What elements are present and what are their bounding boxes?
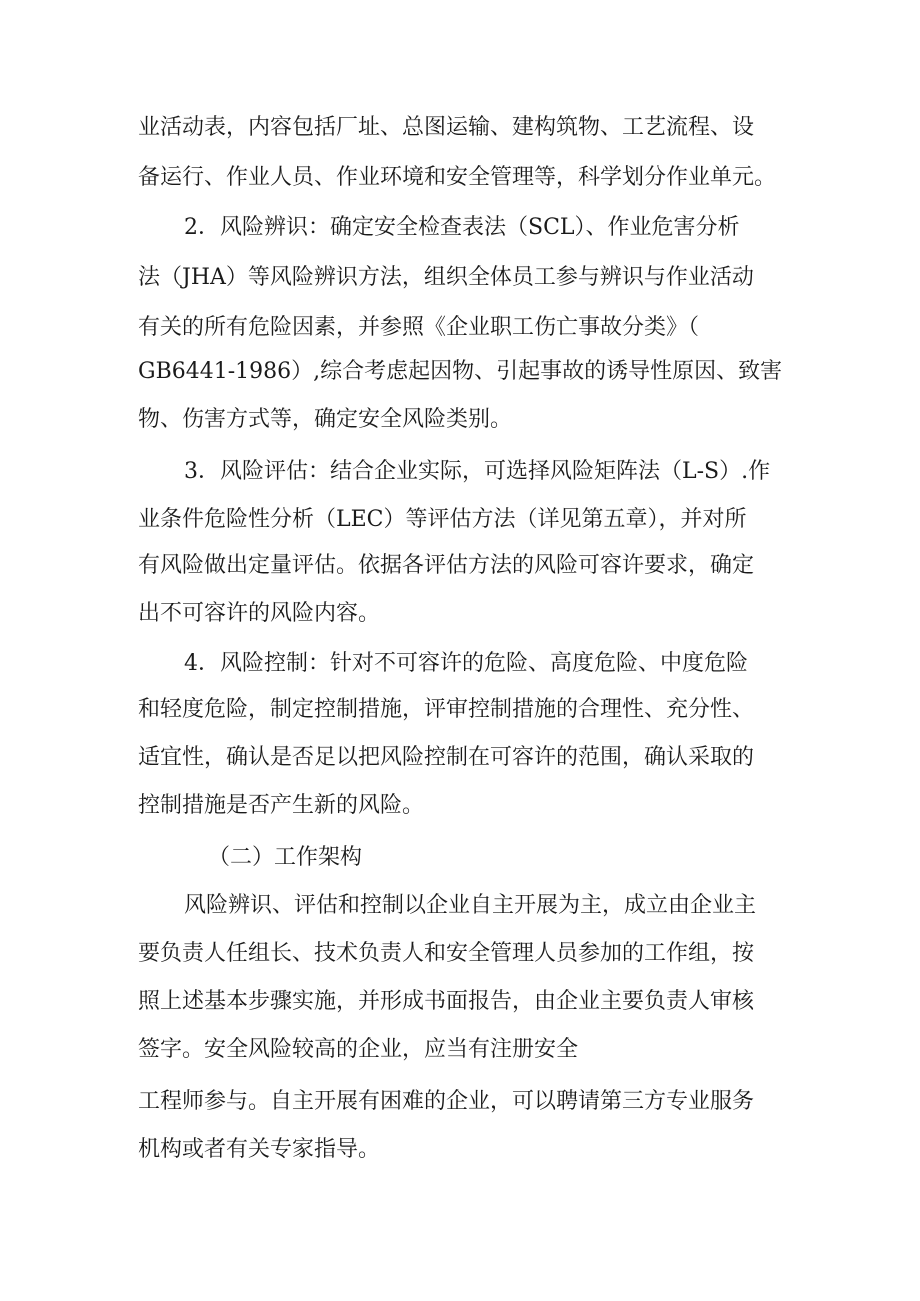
text-line: 和轻度危险，制定控制措施，评审控制措施的合理性、充分性、: [138, 697, 755, 722]
paragraph-risk-control: 4．风险控制：针对不可容许的危险、高度危险、中度危险: [184, 651, 748, 676]
text-line: 机构或者有关专家指导。: [138, 1137, 381, 1162]
text-line: 备运行、作业人员、作业环境和安全管理等，科学划分作业单元。: [138, 165, 777, 190]
text-line: 签字。安全风险较高的企业，应当有注册安全: [138, 1037, 579, 1062]
text-line: 工程师参与。自主开展有困难的企业，可以聘请第三方专业服务: [138, 1089, 755, 1114]
text-line: 适宜性，确认是否足以把风险控制在可容许的范围，确认采取的: [138, 745, 755, 770]
text-line: GB6441-1986）,综合考虑起因物、引起事故的诱导性原因、致害: [138, 359, 783, 384]
text-line: 要负责人任组长、技术负责人和安全管理人员参加的工作组，按: [138, 941, 755, 966]
text-line: 业活动表，内容包括厂址、总图运输、建构筑物、工艺流程、设: [138, 115, 755, 140]
text-line: 出不可容许的风险内容。: [138, 601, 381, 626]
text-line: 有风险做出定量评估。依据各评估方法的风险可容许要求，确定: [138, 553, 755, 578]
paragraph-risk-assessment: 3．风险评估：结合企业实际，可选择风险矩阵法（L-S）.作: [184, 459, 771, 484]
paragraph-risk-identification: 2．风险辨识：确定安全检查表法（SCL）、作业危害分析: [184, 215, 740, 240]
text-line: 物、伤害方式等，确定安全风险类别。: [138, 407, 513, 432]
text-line: 控制措施是否产生新的风险。: [138, 793, 425, 818]
text-line: 有关的所有危险因素，并参照《企业职工伤亡事故分类》（: [138, 315, 700, 340]
paragraph-work-structure: 风险辨识、评估和控制以企业自主开展为主，成立由企业主: [184, 893, 757, 918]
text-line: 业条件危险性分析（LEC）等评估方法（详见第五章），并对所: [138, 507, 747, 532]
section-heading: （二）工作架构: [208, 845, 363, 870]
text-line: 照上述基本步骤实施，并形成书面报告，由企业主要负责人审核: [138, 989, 755, 1014]
text-line: 法（JHA）等风险辨识方法，组织全体员工参与辨识与作业活动: [138, 265, 754, 290]
